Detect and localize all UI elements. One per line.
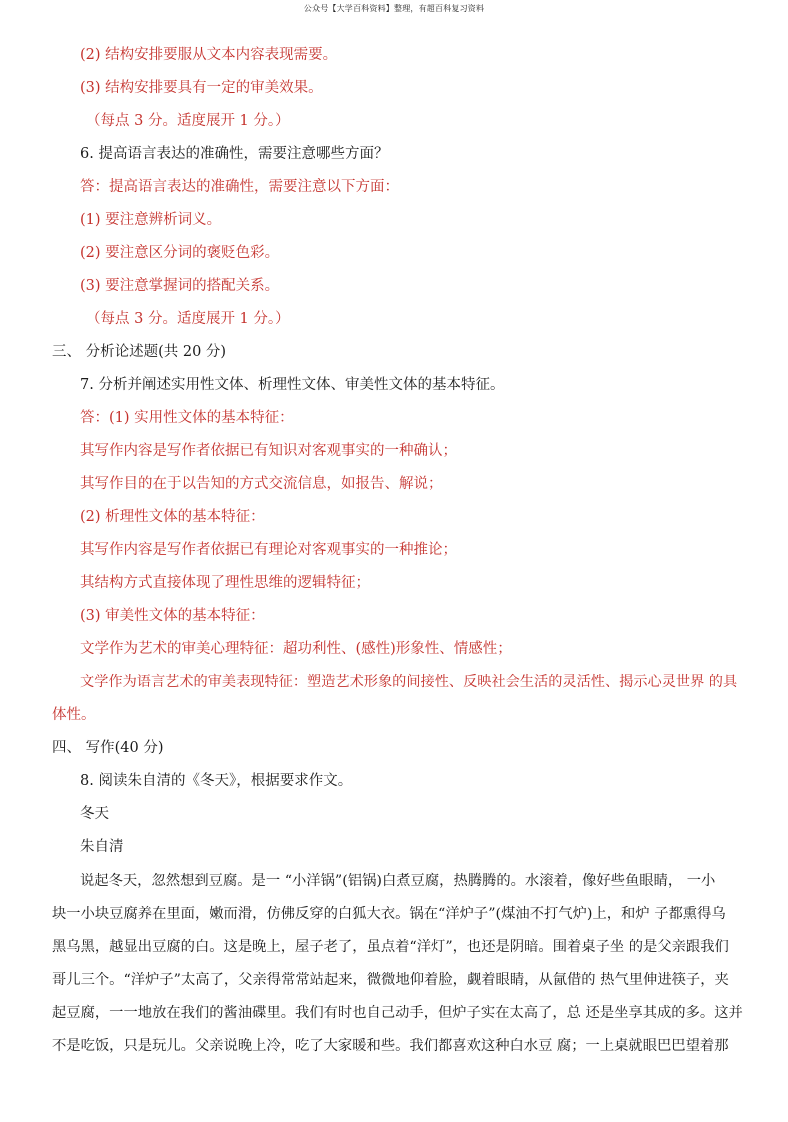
q7-answer-line: 其写作内容是写作者依据已有理论对客观事实的一种推论；	[80, 542, 457, 558]
q6-scoring-note: （每点 3 分。适度展开 1 分。）	[86, 311, 290, 327]
q7-answer-line: 其结构方式直接体现了理性思维的逻辑特征；	[80, 575, 370, 591]
q6-answer-point-1: (1) 要注意辨析词义。	[80, 212, 222, 228]
essay-author: 朱自清	[80, 839, 124, 855]
essay-line: 起豆腐，一一地放在我们的酱油碟里。我们有时也自己动手，但炉子实在太高了，总 还是坐享其成的多。这并	[52, 1005, 743, 1021]
q6-answer-point-2: (2) 要注意区分词的褒贬色彩。	[80, 245, 280, 261]
section3-heading: 三、 分析论述题(共 20 分)	[52, 344, 227, 360]
essay-line: 哥儿三个。“洋炉子”太高了，父亲得常常站起来，微微地仰着脸，觑着眼睛，从氤借的 热气里伸进筷子，夹	[52, 972, 729, 988]
q7-answer-line: (3) 审美性文体的基本特征：	[80, 608, 265, 624]
q7-answer-line: (2) 析理性文体的基本特征：	[80, 509, 265, 525]
essay-paragraph	[52, 865, 742, 1063]
q7-answer-line: 答：(1) 实用性文体的基本特征：	[80, 410, 294, 426]
q7-question: 7. 分析并阐述实用性文体、析理性文体、审美性文体的基本特征。	[80, 377, 505, 393]
q5-scoring-note: （每点 3 分。适度展开 1 分。）	[86, 113, 290, 129]
q6-question: 6. 提高语言表达的准确性，需要注意哪些方面？	[80, 146, 389, 162]
q8-question: 8. 阅读朱自清的《冬天》，根据要求作文。	[80, 773, 353, 789]
q7-answer-line: 其写作目的在于以告知的方式交流信息，如报告、解说；	[80, 476, 443, 492]
essay-line: 块一小块豆腐养在里面，嫩而滑，仿佛反穿的白狐大衣。锅在“洋炉子”(煤油不打气炉)上，和炉 子都熏得乌	[52, 906, 726, 922]
q7-answer-wrap-end: 体性。	[52, 707, 96, 723]
essay-line: 说起冬天，忽然想到豆腐。是一 “小洋锅”(铝锅)白煮豆腐，热腾腾的。水滚着，像好些鱼眼睛， 一小	[80, 873, 716, 889]
q5-answer-point-2: (2) 结构安排要服从文本内容表现需要。	[80, 47, 338, 63]
section4-heading: 四、 写作(40 分)	[52, 740, 164, 756]
page-header: 公众号【大学百科资料】整理，有超百科复习资料	[303, 4, 485, 13]
q7-answer-wrap-line: 文学作为语言艺术的审美表现特征：塑造艺术形象的间接性、反映社会生活的灵活性、揭示心灵世界 的具	[80, 674, 738, 690]
essay-line: 黑乌黑，越显出豆腐的白。这是晚上，屋子老了，虽点着“洋灯”，也还是阴暗。围着桌子坐 的是父亲跟我们	[52, 939, 729, 955]
essay-line: 不是吃饭，只是玩儿。父亲说晚上冷，吃了大家暖和些。我们都喜欢这种白水豆 腐；一上桌就眼巴巴望着那	[52, 1038, 729, 1054]
q6-answer-intro: 答：提高语言表达的准确性，需要注意以下方面：	[80, 179, 399, 195]
q7-answer-line: 文学作为艺术的审美心理特征：超功利性、(感性)形象性、情感性；	[80, 641, 512, 657]
q5-answer-point-3: (3) 结构安排要具有一定的审美效果。	[80, 80, 323, 96]
q6-answer-point-3: (3) 要注意掌握词的搭配关系。	[80, 278, 280, 294]
essay-title: 冬天	[80, 806, 109, 822]
q7-answer-line: 其写作内容是写作者依据已有知识对客观事实的一种确认；	[80, 443, 457, 459]
